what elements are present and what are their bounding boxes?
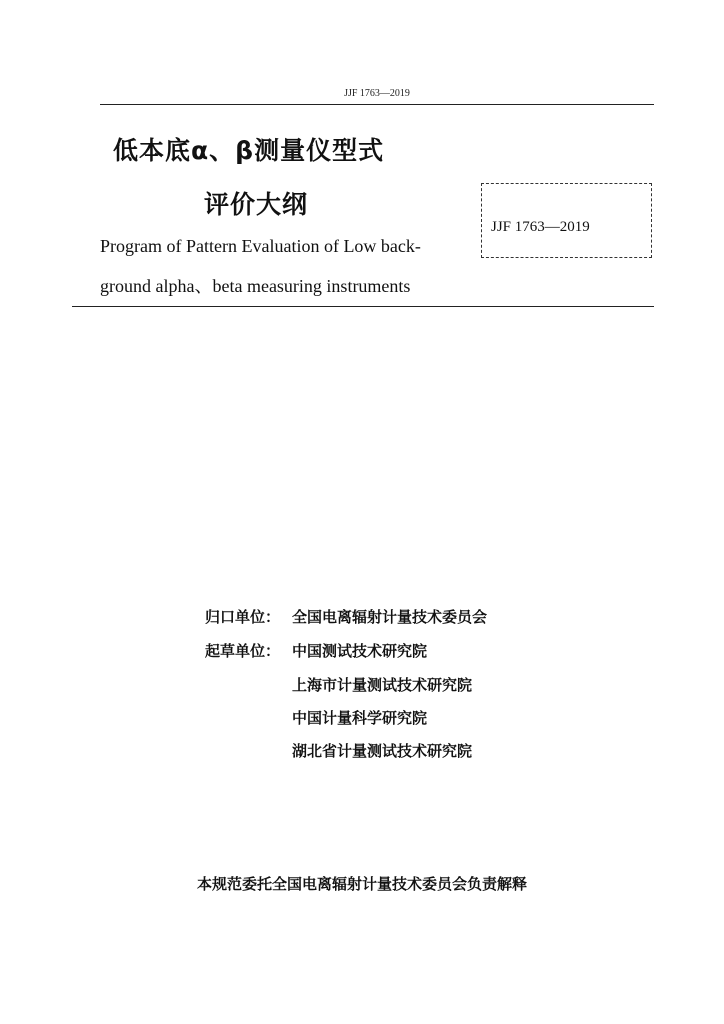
title-english-line-2: ground alpha、beta measuring instruments xyxy=(100,276,411,296)
standard-code-box-text: JJF 1763—2019 xyxy=(491,219,590,235)
drafting-unit-label: 起草单位： xyxy=(205,642,281,660)
drafting-org-2: 上海市计量测试技术研究院 xyxy=(292,676,473,694)
header-divider xyxy=(100,104,654,105)
header-standard-code: JJF 1763—2019 xyxy=(344,88,410,99)
title-english-line-1: Program of Pattern Evaluation of Low back- xyxy=(100,236,421,256)
drafting-org-4: 湖北省计量测试技术研究院 xyxy=(292,742,473,760)
standard-code-box xyxy=(481,183,652,258)
responsible-unit-org: 全国电离辐射计量技术委员会 xyxy=(292,608,488,626)
title-chinese-line-2: 评价大纲 xyxy=(204,190,309,219)
responsible-unit-label: 归口单位： xyxy=(205,608,281,626)
title-divider xyxy=(72,306,654,307)
drafting-org-3: 中国计量科学研究院 xyxy=(292,709,428,727)
drafting-org-1: 中国测试技术研究院 xyxy=(292,642,428,660)
title-chinese-line-1: 低本底α、β测量仪型式 xyxy=(113,136,385,165)
interpretation-note: 本规范委托全国电离辐射计量技术委员会负责解释 xyxy=(196,875,527,893)
